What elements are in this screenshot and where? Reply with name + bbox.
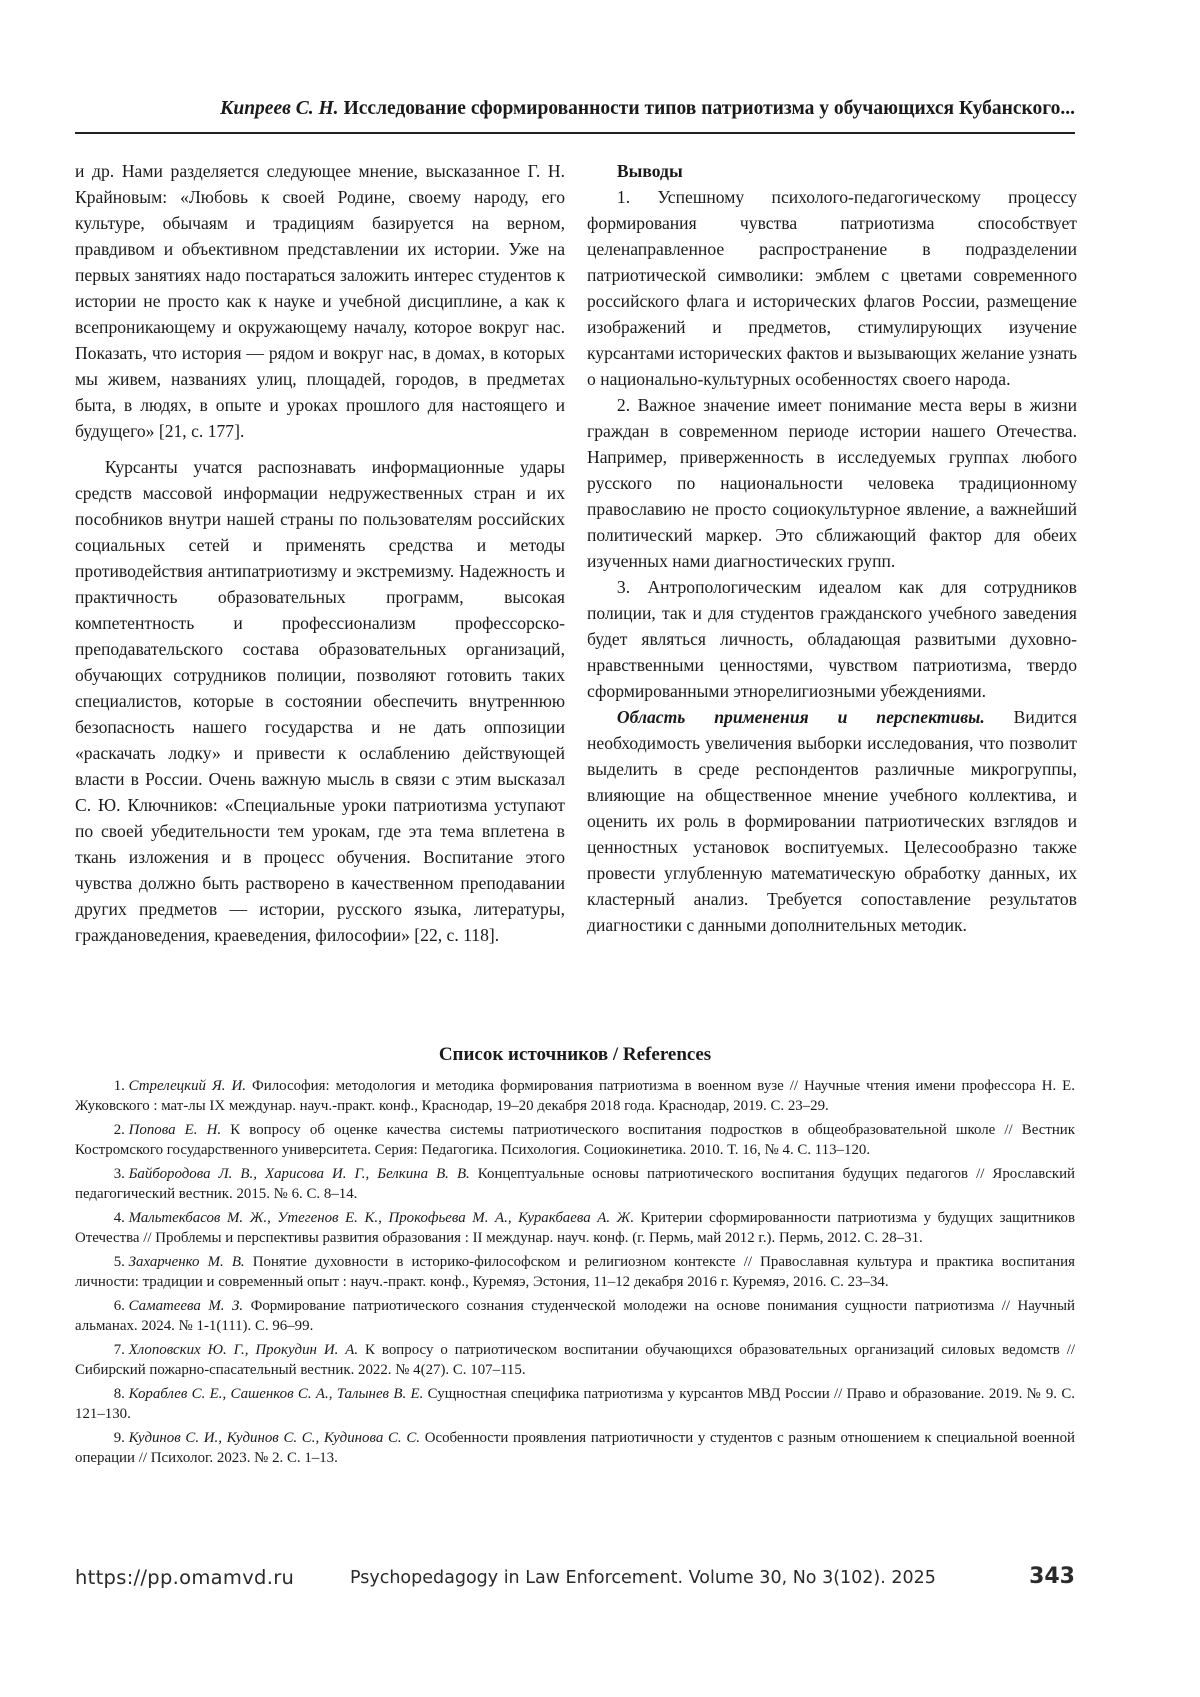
reference-authors: Хлоповских Ю. Г., Прокудин И. А. (129, 1342, 358, 1358)
reference-item (75, 1296, 1075, 1337)
perspectives-text: Видится необходимость увеличения выборки исследования, что позволит выделить в среде респондентов различные микрогруппы, влияющие на общественное мнение учебного коллектива, и оценить их роль в формировании патриотических взглядов и ценностных установок воспитуемых. Целесообразно также провести углубленную математическую обработку данных, их кластерный анализ. Требуется сопоставление результатов диагностики с данными дополнительных методик. (587, 707, 1077, 935)
reference-number: 4. (114, 1210, 125, 1226)
reference-number: 3. (114, 1166, 125, 1182)
reference-number: 8. (114, 1386, 125, 1402)
reference-number: 5. (114, 1254, 125, 1270)
reference-number: 9. (114, 1430, 125, 1446)
reference-item (75, 1164, 1075, 1205)
header-author: Кипреев С. Н. (220, 98, 338, 119)
right-column (587, 158, 1077, 938)
page-footer (75, 1564, 1075, 1596)
left-column (75, 158, 565, 948)
reference-text: Концептуальные основы патриотического воспитания будущих педагогов // Ярославский педагогический вестник. 2015. № 6. С. 8–14. (75, 1166, 1075, 1203)
journal-name: Psychopedagogy in Law Enforcement. Volume 30, No 3(102). 2025 (350, 1568, 936, 1588)
references-section (75, 1045, 1075, 1472)
reference-authors: Попова Е. Н. (129, 1122, 221, 1138)
reference-item (75, 1384, 1075, 1425)
reference-item (75, 1208, 1075, 1249)
reference-item (75, 1076, 1075, 1117)
reference-item (75, 1340, 1075, 1381)
reference-number: 1. (114, 1078, 125, 1094)
reference-authors: Стрелецкий Я. И. (129, 1078, 246, 1094)
running-header (75, 98, 1075, 134)
reference-authors: Захарченко М. В. (129, 1254, 245, 1270)
paragraph-perspectives (587, 704, 1077, 938)
reference-text: Понятие духовности в историко-философском и религиозном контексте // Православная культура и практика воспитания личности: традиции и современный опыт : науч.-практ. конф., Куремяэ, Эстония, 11–12 декабря 2016 г. Куремяэ, 2016. С. 23–34. (75, 1254, 1075, 1291)
reference-number: 6. (114, 1298, 125, 1314)
reference-text: Формирование патриотического сознания студенческой молодежи на основе понимания сущности патриотизма // Научный альманах. 2024. № 1-1(111). С. 96–99. (75, 1298, 1075, 1335)
conclusion-item: 2. Важное значение имеет понимание места веры в жизни граждан в современном периоде истории нашего Отечества. Например, приверженность в исследуемых группах любого русского по национальности человека традиционному православию не просто социокультурное явление, а важнейший политический маркер. Это сближающий фактор для обеих изученных нами диагностических групп. (587, 392, 1077, 574)
reference-text: Критерии сформированности патриотизма у будущих защитников Отечества // Проблемы и перспективы развития образования : II междунар. науч. конф. (г. Пермь, май 2012 г.). Пермь, 2012. С. 28–31. (75, 1210, 1075, 1247)
reference-item (75, 1428, 1075, 1469)
page-number: 343 (1029, 1564, 1075, 1589)
reference-authors: Байбородова Л. В., Харисова И. Г., Белкина В. В. (129, 1166, 470, 1182)
reference-item (75, 1252, 1075, 1293)
conclusion-item: 3. Антропологическим идеалом как для сотрудников полиции, так и для студентов гражданского учебного заведения будет являться личность, обладающая развитыми духовно-нравственными ценностями, чувством патриотизма, твердо сформированными этнорелигиозными убеждениями. (587, 574, 1077, 704)
paragraph: Курсанты учатся распознавать информационные удары средств массовой информации недружественных стран и их пособников внутри нашей страны по пользователям российских социальных сетей и применять средства и методы противодействия антипатриотизму и экстремизму. Надежность и практичность образовательных программ, высокая компетентность и профессионализм профессорско-преподавательского состава образовательных организаций, обучающих сотрудников полиции, позволяют готовить таких специалистов, которые в состоянии обеспечить внутреннюю безопасность нашего государства и не дать оппозиции «раскачать лодку» и привести к ослаблению действующей власти в России. Очень важную мысль в связи с этим высказал С. Ю. Ключников: «Специальные уроки патриотизма уступают по своей убедительности тем урокам, где эта тема вплетена в ткань изложения и в процесс обучения. Воспитание этого чувства должно быть растворено в качественном преподавании других предметов — истории, русского языка, литературы, граждановедения, краеведения, философии» [22, с. 118]. (75, 454, 565, 948)
reference-authors: Саматеева М. З. (129, 1298, 243, 1314)
reference-number: 2. (114, 1122, 125, 1138)
paragraph: и др. Нами разделяется следующее мнение, высказанное Г. Н. Крайновым: «Любовь к своей Родине, своему народу, его культуре, обычаям и традициям базируется на верном, правдивом и объективном представлении их истории. Уже на первых занятиях надо постараться заложить интерес студентов к истории не просто как к науке и учебной дисциплине, а как к всепроникающему и окружающему началу, которое вокруг нас. Показать, что история — рядом и вокруг нас, в домах, в которых мы живем, названиях улиц, площадей, городов, в предметах быта, в людях, в опыте и уроках прошлого для настоящего и будущего» [21, с. 177]. (75, 158, 565, 444)
reference-text: К вопросу об оценке качества системы патриотического воспитания подростков в общеобразовательной школе // Вестник Костромского государственного университета. Серия: Педагогика. Психология. Социокинетика. 2010. Т. 16, № 4. С. 113–120. (75, 1122, 1075, 1159)
references-title: Список источников / References (75, 1045, 1075, 1066)
reference-number: 7. (114, 1342, 125, 1358)
reference-text: Сущностная специфика патриотизма у курсантов МВД России // Право и образование. 2019. № 9. С. 121–130. (75, 1386, 1075, 1423)
reference-authors: Мальтекбасов М. Ж., Утегенов Е. К., Прокофьева М. А., Куракбаева А. Ж. (129, 1210, 634, 1226)
journal-url-link[interactable]: https://pp.omamvd.ru (75, 1566, 294, 1589)
conclusion-item: 1. Успешному психолого-педагогическому процессу формирования чувства патриотизма способствует целенаправленное распространение в подразделении патриотической символики: эмблем с цветами современного российского флага и исторических флагов России, размещение изображений и предметов, стимулирующих изучение курсантами исторических фактов и вызывающих желание узнать о национально-культурных особенностях своего народа. (587, 184, 1077, 392)
header-title: Исследование сформированности типов патриотизма у обучающихся Кубанского... (344, 98, 1075, 119)
reference-text: Философия: методология и методика формирования патриотизма в военном вузе // Научные чтения имени профессора Н. Е. Жуковского : мат-лы IX междунар. науч.-практ. конф., Краснодар, 19–20 декабря 2018 года. Краснодар, 2019. С. 23–29. (75, 1078, 1075, 1115)
reference-text: Особенности проявления патриотичности у студентов с разным отношением к специальной военной операции // Психолог. 2023. № 2. С. 1–13. (75, 1430, 1075, 1467)
reference-authors: Кораблев С. Е., Сашенков С. А., Талынев В. Е. (129, 1386, 424, 1402)
reference-item (75, 1120, 1075, 1161)
reference-authors: Кудинов С. И., Кудинов С. С., Кудинова С. С. (129, 1430, 420, 1446)
references-list (75, 1076, 1075, 1469)
section-title-conclusions: Выводы (587, 158, 1077, 184)
reference-text: К вопросу о патриотическом воспитании обучающихся образовательных организаций силовых ведомств // Сибирский пожарно-спасательный вестник. 2022. № 4(27). С. 107–115. (75, 1342, 1075, 1379)
perspectives-lead: Область применения и перспективы. (617, 707, 985, 727)
